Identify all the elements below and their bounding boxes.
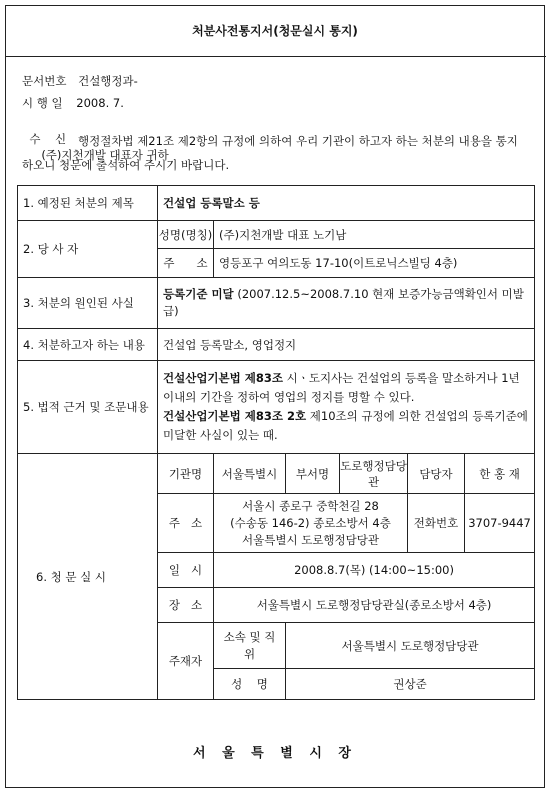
hearing-address-line1: 서울시 종로구 중학천길 28 (242, 498, 379, 513)
cause-detail: (2007.12.5~2008.7.10 현재 보증가능금액확인서 미발급) (163, 287, 524, 318)
issuer-signature: 서 울 특 별 시 장 (193, 746, 357, 761)
party-name-label: 성명(명칭) (158, 221, 214, 249)
row6-label: 6. 청 문 실 시 (18, 454, 158, 700)
host-label: 주재자 (158, 623, 214, 700)
notice-table (17, 185, 534, 720)
phone-value: 3707-9447 (465, 494, 535, 553)
row4-label: 4. 처분하고자 하는 내용 (18, 329, 158, 361)
staff-label: 담당자 (408, 454, 465, 494)
dept-label: 부서명 (286, 454, 340, 494)
law2-text: 제10조의 규정에 의한 건설업의 등록기준에 미달한 사실이 있는 때. (163, 409, 528, 442)
title-divider (6, 56, 546, 57)
party-name-value: (주)지천개발 대표 노기남 (214, 221, 535, 249)
staff-value: 한 홍 재 (465, 454, 535, 494)
row5-label: 5. 법적 근거 및 조문내용 (18, 361, 158, 454)
row-hearing-agency (18, 454, 535, 494)
host-name-label: 성 명 (214, 669, 286, 700)
law2-title: 건설산업기본법 제83조 2호 (163, 409, 307, 423)
doc-number-label: 문서번호 (22, 74, 67, 88)
row3-value (158, 278, 535, 329)
issue-date-value: 2008. 7. (76, 96, 124, 110)
document-title: 처분사전통지서(청문실시 통지) (192, 24, 358, 38)
phone-label: 전화번호 (408, 494, 465, 553)
place-label: 장 소 (158, 588, 214, 623)
row1-label: 1. 예정된 처분의 제목 (18, 186, 158, 221)
doc-number-value: 건설행정과- (78, 74, 138, 88)
row-disposition (18, 329, 535, 361)
datetime-label: 일 시 (158, 553, 214, 588)
row-party-name (18, 221, 535, 249)
recipient-label: 수 신 (29, 132, 67, 146)
hearing-address-line3: 서울특별시 도로행정담당관 (242, 532, 379, 547)
hearing-address-value (214, 494, 408, 553)
row2-label: 2. 당 사 자 (18, 221, 158, 278)
recipient-value: (주)지천개발 대표자 귀하 (41, 148, 169, 162)
row1-value: 건설업 등록말소 등 (158, 186, 535, 221)
place-value: 서울특별시 도로행정담당관실(종로소방서 4층) (214, 588, 535, 623)
host-name-value: 권상준 (286, 669, 535, 700)
row-title (18, 186, 535, 221)
cause-bold: 등록기준 미달 (163, 287, 234, 301)
row-cause (18, 278, 535, 329)
row4-value: 건설업 등록말소, 영업정지 (158, 329, 535, 361)
row3-label: 3. 처분의 원인된 사실 (18, 278, 158, 329)
issue-date-line (22, 95, 124, 111)
agency-value: 서울특별시 (214, 454, 286, 494)
row-legal-basis (18, 361, 535, 454)
row5-value (158, 361, 535, 454)
doc-number-line (22, 73, 138, 89)
affiliation-value: 서울특별시 도로행정담당관 (286, 623, 535, 669)
dept-value: 도로행정담당관 (340, 454, 408, 494)
hearing-address-label: 주 소 (158, 494, 214, 553)
affiliation-label: 소속 및 직위 (214, 623, 286, 669)
intro-paragraph: 행정절차법 제21조 제2항의 규정에 의하여 우리 기관이 하고자 하는 처분의 내용을 통지하오니 청문에 출석하여 주시기 바랍니다. (22, 134, 518, 172)
hearing-address-line2: (수송동 146-2) 종로소방서 4층 (230, 515, 391, 530)
party-address-label: 주 소 (158, 249, 214, 278)
law1-text: 시ㆍ도지사는 건설업의 등록을 말소하거나 1년 이내의 기간을 정하여 영업의 정지를 명할 수 있다. (163, 371, 520, 404)
party-address-value: 영등포구 여의도동 17-10(이트로닉스빌딩 4층) (214, 249, 535, 278)
issue-date-label: 시 행 일 (22, 96, 63, 110)
agency-label: 기관명 (158, 454, 214, 494)
datetime-value: 2008.8.7(목) (14:00~15:00) (214, 553, 535, 588)
law1-title: 건설산업기본법 제83조 (163, 371, 283, 385)
